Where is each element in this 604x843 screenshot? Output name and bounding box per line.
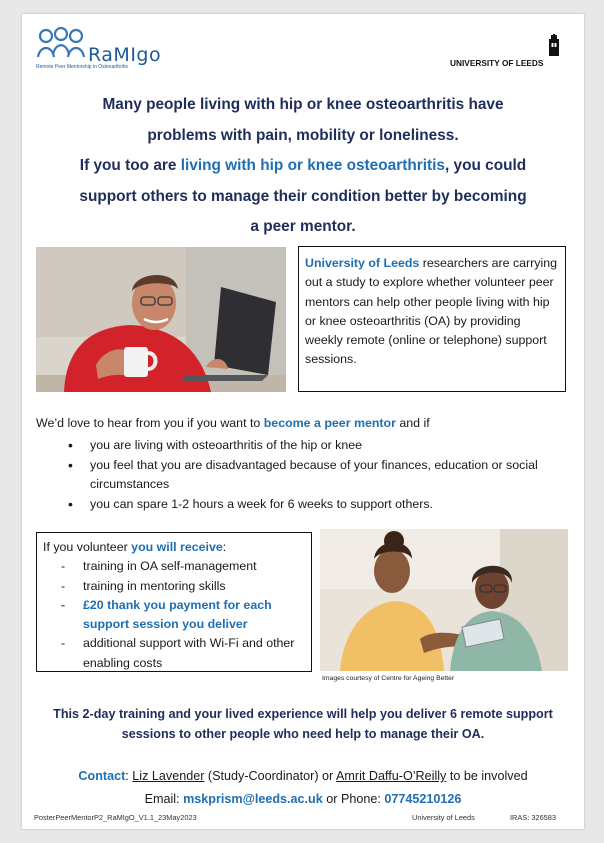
email-label: Email: <box>144 792 184 806</box>
headline-line-3 <box>30 151 576 182</box>
intro-text: and if <box>395 416 430 430</box>
study-text: researchers are carrying out a study to explore whether volunteer peer mentors can help other people living with hip or knee osteoarthritis (OA) by providing weekly remote (online or telephone) support sessions. <box>305 256 558 367</box>
list-item: - additional support with Wi-Fi and other enabling costs <box>61 634 305 673</box>
headline <box>30 90 576 243</box>
contact-person-2: Amrit Daffu-O’Reilly <box>336 769 447 783</box>
logo-subtitle: Remote Peer Mentorship in Osteoarthritis <box>36 64 128 70</box>
headline-highlight: living with hip or knee osteoarthritis <box>180 157 445 174</box>
logo-name: RaMIgo <box>88 44 162 66</box>
list-item: • you feel that you are disadvantaged because of your finances, education or social circumstances <box>68 456 548 495</box>
contact-text: : <box>125 769 133 783</box>
people-icon <box>36 27 86 63</box>
eligibility-intro <box>36 416 430 430</box>
study-highlight: University of Leeds <box>305 256 420 270</box>
footer-iras: IRAS: 326583 <box>510 813 557 822</box>
tower-icon <box>546 34 562 56</box>
list-item: • you can spare 1-2 hours a week for 6 weeks to support others. <box>68 495 548 515</box>
headline-line-2: problems with pain, mobility or loneliness. <box>147 126 459 144</box>
list-item: • you are living with osteoarthritis of the hip or knee <box>68 436 548 456</box>
poster-page <box>22 14 584 829</box>
contact-text: to be involved <box>446 769 528 783</box>
receive-highlight: you will receive <box>131 540 223 554</box>
contact-text: (Study-Coordinator) or <box>204 769 337 783</box>
headline-line-1: Many people living with hip or knee osteoarthritis have <box>102 96 504 113</box>
intro-highlight: become a peer mentor <box>263 416 396 430</box>
receive-list <box>43 557 305 673</box>
receive-text: : <box>222 540 227 554</box>
receive-text: If you volunteer <box>43 540 132 554</box>
training-text: This 2-day training and your lived experience will help you deliver 6 remote support sessions to other people who need help to manage their OA. <box>53 707 553 741</box>
footer-doc-id: PosterPeerMentorP2_RaMIgO_V1.1_23May2023 <box>34 813 197 822</box>
image-credit: Images courtesy of Centre for Ageing Better <box>322 675 455 682</box>
receive-box <box>36 532 312 672</box>
list-item: - £20 thank you payment for each support session you deliver <box>61 596 305 635</box>
eligibility-list <box>68 436 548 514</box>
photo-man-laptop <box>36 247 286 392</box>
email-address: mskprism@leeds.ac.uk <box>183 792 323 806</box>
photo-women-tablet <box>320 529 568 671</box>
headline-text: If you too are <box>79 157 181 174</box>
university-logo <box>450 34 570 72</box>
university-name: UNIVERSITY OF LEEDS <box>450 58 544 68</box>
headline-line-5: a peer mentor. <box>250 218 356 235</box>
phone-label: or Phone: <box>322 792 385 806</box>
phone-number: 07745210126 <box>384 792 462 806</box>
footer-org: University of Leeds <box>412 813 475 822</box>
study-info-box <box>298 246 566 392</box>
receive-intro <box>43 538 305 557</box>
list-item: - training in mentoring skills <box>61 577 305 596</box>
contact-line <box>30 765 576 788</box>
contact-person-1: Liz Lavender <box>132 769 205 783</box>
intro-text: We’d love to hear from you if you want to <box>36 416 264 430</box>
headline-line-4: support others to manage their condition better by becoming <box>79 187 527 205</box>
list-item: - training in OA self-management <box>61 557 305 576</box>
headline-text: , you could <box>444 157 527 174</box>
contact-label: Contact <box>78 769 126 783</box>
contact-details <box>30 788 576 811</box>
contact-section <box>30 765 576 811</box>
